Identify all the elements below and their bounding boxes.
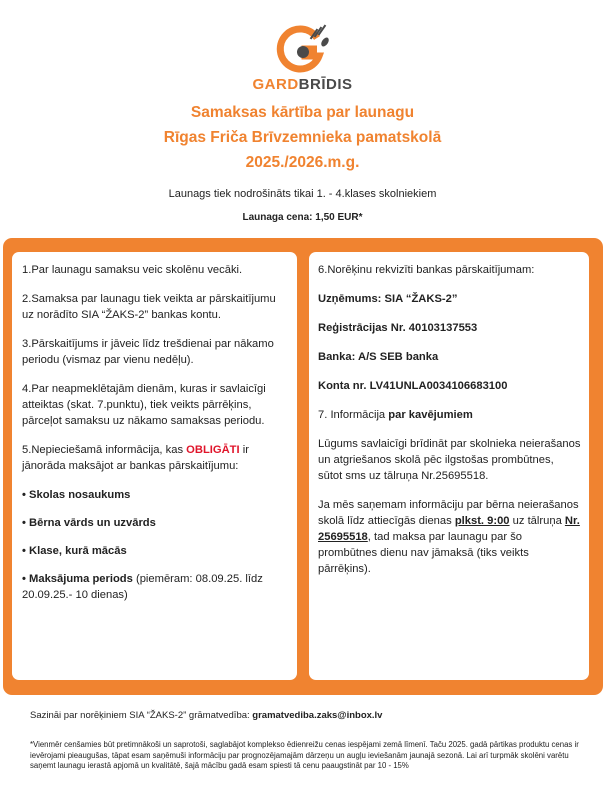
bullet-school-name: • Skolas nosaukums: [22, 489, 131, 501]
item-2: 2.Samaksa par launagu tiek veikta ar pārskaitījumu uz norādīto SIA “ŽAKS-2” bankas kontu.: [22, 293, 276, 321]
logo-text-part2: BRĪDIS: [298, 76, 353, 93]
absence-rule: Ja mēs saņemam informāciju par bērna neierašanos skolā līdz attiecīgās dienas plkst. 9:00 uz tālruņa Nr. 25695518, tad maksa par launagu par šo prombūtnes dienu nav jāmaksā (tiks veikts pārrēķins).: [318, 499, 580, 575]
footer-contact-text: Sazināi par norēķiniem SIA “ŽAKS-2” grāmatvedība:: [30, 710, 253, 721]
logo-wordmark: [0, 76, 605, 93]
item-1: 1.Par launagu samaksu veic skolēnu vecāki.: [22, 264, 243, 276]
item-7: 7. Informācija par kavējumiem: [318, 409, 473, 421]
footer-contact: [30, 710, 382, 721]
item-6: 6.Norēķinu rekvizīti bankas pārskaitījumam:: [318, 264, 535, 276]
item-3: 3.Pārskaitījums ir jāveic līdz trešdienai par nākamo periodu (vismaz par vienu nedēļu).: [22, 338, 274, 366]
bullet-payment-period-label: • Maksājuma periods: [22, 573, 133, 585]
footnote: *Vienmēr cenšamies būt pretimnākoši un saprotoši, saglabājot komplekso ēdienreižu cenas iespējami zemā līmenī. Taču 2025. gadā pārtikas produktu cenas ir ievērojami pieaugušas, tāpat esam saņēmuši informāciju par prognozējamajām dārzeņu un augļu ieviešanām jaunajā sezonā. Lai arī turpmāk skolēni varētu saņemt launagu ierastā apjomā un kvalitātē, šajā mācību gadā esam spiesti tā cenu paaugstināt par 10 - 15%: [30, 740, 579, 770]
page-title: [0, 100, 605, 175]
account-number: Konta nr. LV41UNLA0034106683100: [318, 380, 508, 392]
deadline-time: plkst. 9:00: [454, 515, 510, 527]
bullet-payment-period: [22, 571, 288, 603]
left-card: [12, 252, 297, 680]
price-label: Launaga cena: 1,50 EUR*: [242, 212, 363, 223]
absence-notice: Lūgums savlaicīgi brīdināt par skolnieka neierašanos un atgriešanos skolā pēc ilgstošas prombūtnes, sūtot sms uz tālruņa Nr.25695518.: [318, 438, 581, 482]
item-5-text-b: ir jānorāda maksājot ar bankas pārskaitījumu:: [22, 444, 249, 472]
footer-email[interactable]: gramatvediba.zaks@inbox.lv: [252, 710, 383, 721]
title-line-3: 2025./2026.m.g.: [245, 154, 360, 171]
bullet-class: • Klase, kurā mācās: [22, 545, 127, 557]
logo: [0, 22, 605, 93]
item-4: 4.Par neapmeklētajām dienām, kuras ir savlaicīgi atteiktas (skat. 7.punktu), tiek veikts pārrēķins, pārceļot samaksu uz nākamo samaksas periodu.: [22, 383, 266, 427]
bullet-payment-period-example: (piemēram: 08.09.25. līdz 20.09.25.- 10 dienas): [22, 573, 263, 601]
fork-spoon-logo-icon: [273, 22, 333, 74]
item-5: [22, 442, 288, 474]
title-line-2: Rīgas Friča Brīvzemnieka pamatskolā: [163, 129, 442, 146]
phone-number: Nr. 25695518: [318, 515, 580, 543]
item-5-obligati: OBLIGĀTI: [186, 444, 240, 456]
subtitle: Launags tiek nodrošināts tikai 1. - 4.klases skolniekiem: [168, 188, 437, 200]
company-name: Uzņēmums: SIA “ŽAKS-2”: [318, 293, 458, 305]
item-5-text-a: 5.Nepieciešamā informācija, kas: [22, 444, 187, 456]
bank-name: Banka: A/S SEB banka: [318, 351, 439, 363]
right-card: [309, 252, 589, 680]
title-line-1: Samaksas kārtība par launagu: [190, 104, 415, 121]
bullet-child-name: • Bērna vārds un uzvārds: [22, 517, 156, 529]
registration-number: Reģistrācijas Nr. 40103137553: [318, 322, 478, 334]
logo-text-part1: GARD: [252, 76, 299, 93]
